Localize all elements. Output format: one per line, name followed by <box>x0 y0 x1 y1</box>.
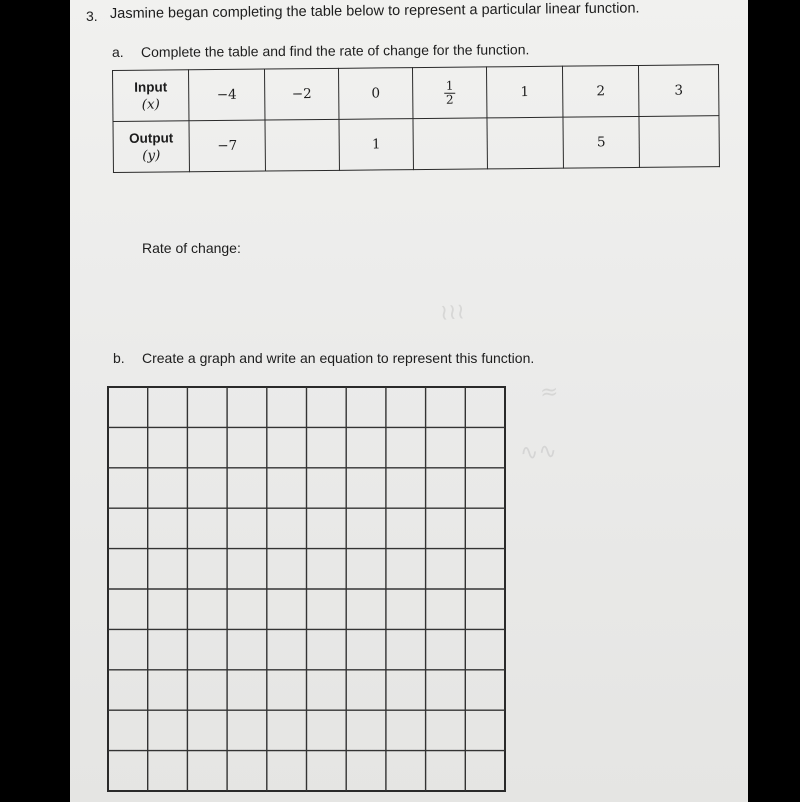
question-prompt: Jasmine began completing the table below to represent a particular linear function. <box>109 0 640 22</box>
input-header <box>113 70 189 122</box>
function-table <box>112 64 720 173</box>
input-header-label: Input <box>134 78 168 95</box>
graph-grid[interactable] <box>106 385 506 795</box>
question-number: 3. <box>86 8 98 24</box>
output-row <box>113 116 719 173</box>
output-cell-blank[interactable] <box>265 119 339 171</box>
output-header-variable: (y) <box>142 147 161 164</box>
input-cell: −4 <box>189 69 265 121</box>
input-cell: 0 <box>338 68 412 120</box>
output-header <box>113 121 189 173</box>
output-cell-blank[interactable] <box>639 116 719 168</box>
input-cell: 3 <box>638 65 718 117</box>
input-header-variable: (x) <box>141 96 160 113</box>
output-cell-blank[interactable] <box>487 117 563 169</box>
output-header-label: Output <box>128 129 174 146</box>
function-table-container <box>112 64 720 173</box>
fraction-one-half: $\frac{1}{2}$ <box>445 78 454 107</box>
part-a-instruction: Complete the table and find the rate of change for the function. <box>140 41 530 60</box>
part-b-instruction: Create a graph and write an equation to represent this function. <box>142 350 535 366</box>
input-cell: −2 <box>264 68 338 120</box>
input-cell-fraction <box>412 67 486 119</box>
output-cell[interactable]: −7 <box>189 120 265 172</box>
part-b-label: b. <box>113 350 125 366</box>
rate-of-change-label: Rate of change: <box>142 240 241 256</box>
input-cell: 2 <box>562 65 638 117</box>
output-cell[interactable]: 5 <box>563 116 639 168</box>
output-cell-blank[interactable] <box>413 118 487 170</box>
output-cell[interactable]: 1 <box>339 119 413 171</box>
input-row <box>113 65 719 122</box>
part-a-label: a. <box>112 44 124 60</box>
input-cell: 1 <box>486 66 562 118</box>
